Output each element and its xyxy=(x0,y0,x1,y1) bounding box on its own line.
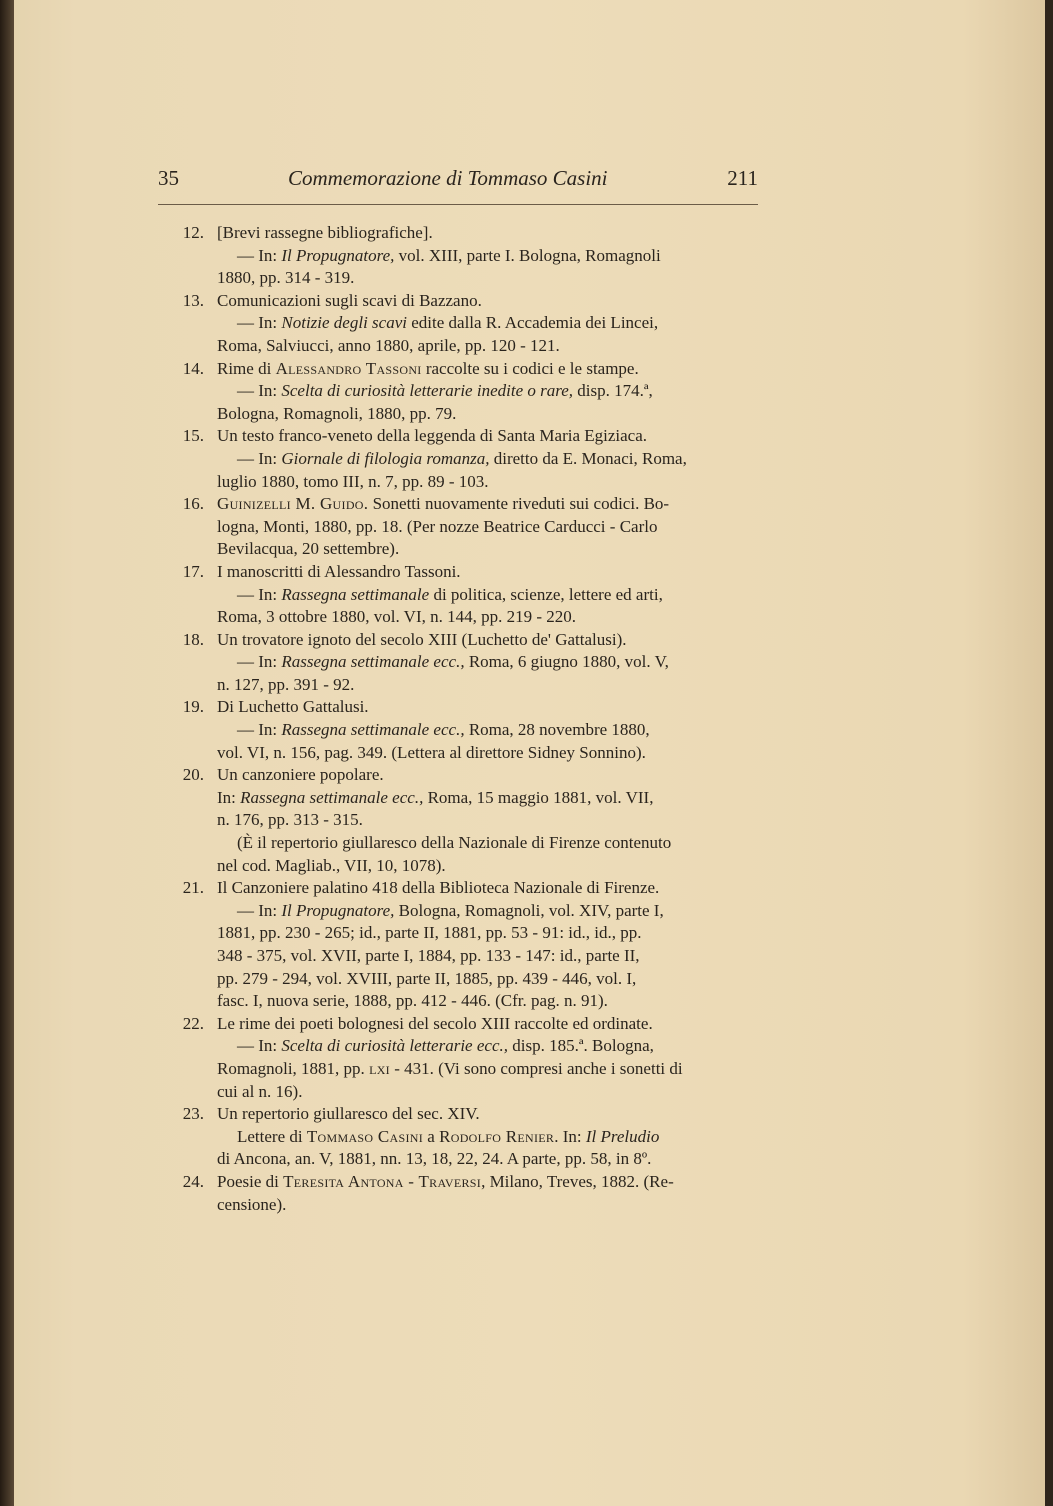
entry-source: — In: Notizie degli scavi edite dalla R. Accademia dei Lincei, xyxy=(237,313,659,333)
entry-number: 14. xyxy=(182,358,204,378)
entry-13 xyxy=(166,290,764,358)
entry-number: 18. xyxy=(182,629,204,649)
entry-21 xyxy=(166,877,764,1013)
entry-23 xyxy=(166,1103,764,1171)
entry-17 xyxy=(166,561,764,629)
entry-number: 22. xyxy=(182,1013,204,1033)
entry-number: 19. xyxy=(182,697,204,717)
entry-title: Un repertorio giullaresco del sec. XIV. xyxy=(217,1104,480,1124)
entry-details: Bologna, Romagnoli, 1880, pp. 79. xyxy=(217,403,457,423)
entry-note: nel cod. Magliab., VII, 10, 1078). xyxy=(217,855,446,875)
entry-12 xyxy=(166,222,764,290)
entry-note: (È il repertorio giullaresco della Nazionale di Firenze contenuto xyxy=(237,833,672,853)
running-title: Commemorazione di Tommaso Casini xyxy=(288,166,608,190)
entry-15 xyxy=(166,425,764,493)
entry-details: logna, Monti, 1880, pp. 18. (Per nozze Beatrice Carducci - Carlo xyxy=(217,516,658,536)
running-header xyxy=(158,166,758,196)
entry-title: Di Luchetto Gattalusi. xyxy=(217,697,369,717)
entry-number: 12. xyxy=(182,223,204,242)
entry-source: In: Rassegna settimanale ecc., Roma, 15 maggio 1881, vol. VII, xyxy=(217,787,654,807)
entry-source: — In: Rassegna settimanale ecc., Roma, 28 novembre 1880, xyxy=(237,720,650,740)
header-rule xyxy=(158,204,758,205)
entry-title: Il Canzoniere palatino 418 della Biblioteca Nazionale di Firenze. xyxy=(217,878,660,898)
entry-number: 16. xyxy=(182,494,204,514)
entry-details: Bevilacqua, 20 settembre). xyxy=(217,539,400,559)
entry-title: [Brevi rassegne bibliografiche]. xyxy=(217,223,433,242)
entry-title: Rime di Alessandro Tassoni raccolte su i codici e le stampe. xyxy=(217,358,639,378)
entry-details: pp. 279 - 294, vol. XVIII, parte II, 1885, pp. 439 - 446, vol. I, xyxy=(217,968,637,988)
entry-source: — In: Il Propugnatore, vol. XIII, parte I. Bologna, Romagnoli xyxy=(237,245,661,265)
entry-details: luglio 1880, tomo III, n. 7, pp. 89 - 103. xyxy=(217,471,489,491)
entry-details: fasc. I, nuova serie, 1888, pp. 412 - 446. (Cfr. pag. n. 91). xyxy=(217,991,608,1011)
entry-details: 1880, pp. 314 - 319. xyxy=(217,268,355,288)
entry-details: n. 127, pp. 391 - 92. xyxy=(217,674,355,694)
entry-number: 21. xyxy=(182,878,204,898)
entry-number: 20. xyxy=(182,765,204,785)
entry-source: — In: Rassegna settimanale di politica, scienze, lettere ed arti, xyxy=(237,584,663,604)
entry-18 xyxy=(166,629,764,697)
entry-number: 23. xyxy=(182,1104,204,1124)
entry-title: Guinizelli M. Guido. Sonetti nuovamente riveduti sui codici. Bo- xyxy=(217,494,670,514)
page-number-right: 211 xyxy=(727,166,758,190)
entry-source: — In: Il Propugnatore, Bologna, Romagnoli, vol. XIV, parte I, xyxy=(237,900,664,920)
entry-source: — In: Scelta di curiosità letterarie inedite o rare, disp. 174.ª, xyxy=(237,381,653,401)
entry-details: censione). xyxy=(217,1194,287,1214)
entry-14 xyxy=(166,358,764,426)
entry-number: 15. xyxy=(182,426,204,446)
entry-details: Romagnoli, 1881, pp. lxi - 431. (Vi sono compresi anche i sonetti di xyxy=(217,1058,683,1078)
entry-source: Lettere di Tommaso Casini a Rodolfo Renier. In: Il Preludio xyxy=(237,1126,660,1146)
entry-number: 17. xyxy=(182,561,204,581)
entry-source: — In: Rassegna settimanale ecc., Roma, 6 giugno 1880, vol. V, xyxy=(237,652,669,672)
entry-details: 348 - 375, vol. XVII, parte I, 1884, pp. 133 - 147: id., parte II, xyxy=(217,946,640,965)
entry-title: Le rime dei poeti bolognesi del secolo XIII raccolte ed ordinate. xyxy=(217,1013,653,1033)
entry-title: Un trovatore ignoto del secolo XIII (Luchetto de' Gattalusi). xyxy=(217,629,627,649)
entry-19 xyxy=(166,696,764,764)
entry-title: Un testo franco-veneto della leggenda di Santa Maria Egiziaca. xyxy=(217,426,648,446)
entry-number: 24. xyxy=(182,1171,204,1191)
entry-details: cui al n. 16). xyxy=(217,1081,303,1101)
entry-source: — In: Giornale di filologia romanza, diretto da E. Monaci, Roma, xyxy=(237,448,687,468)
entry-title: Un canzoniere popolare. xyxy=(217,765,384,785)
entry-details: Roma, 3 ottobre 1880, vol. VI, n. 144, pp. 219 - 220. xyxy=(217,607,577,627)
entry-22 xyxy=(166,1013,764,1103)
entry-details: vol. VI, n. 156, pag. 349. (Lettera al direttore Sidney Sonnino). xyxy=(217,742,646,762)
page-number-left: 35 xyxy=(158,166,179,190)
book-spine xyxy=(0,0,14,1506)
entry-title: Poesie di Teresita Antona - Traversi, Milano, Treves, 1882. (Re- xyxy=(217,1171,674,1191)
entry-details: n. 176, pp. 313 - 315. xyxy=(217,810,363,830)
entry-16 xyxy=(166,493,764,561)
bibliography-list xyxy=(166,222,764,1216)
entry-source: — In: Scelta di curiosità letterarie ecc., disp. 185.ª. Bologna, xyxy=(237,1036,654,1056)
page-edge xyxy=(1045,0,1053,1506)
entry-details: di Ancona, an. V, 1881, nn. 13, 18, 22, 24. A parte, pp. 58, in 8º. xyxy=(217,1149,652,1169)
entry-details: Roma, Salviucci, anno 1880, aprile, pp. 120 - 121. xyxy=(217,335,560,355)
entry-number: 13. xyxy=(182,290,204,310)
entry-details: 1881, pp. 230 - 265; id., parte II, 1881, pp. 53 - 91: id., id., pp. xyxy=(217,923,642,943)
entry-title: Comunicazioni sugli scavi di Bazzano. xyxy=(217,290,482,310)
entry-title: I manoscritti di Alessandro Tassoni. xyxy=(217,561,461,581)
entry-24 xyxy=(166,1171,764,1216)
entry-20 xyxy=(166,764,764,877)
